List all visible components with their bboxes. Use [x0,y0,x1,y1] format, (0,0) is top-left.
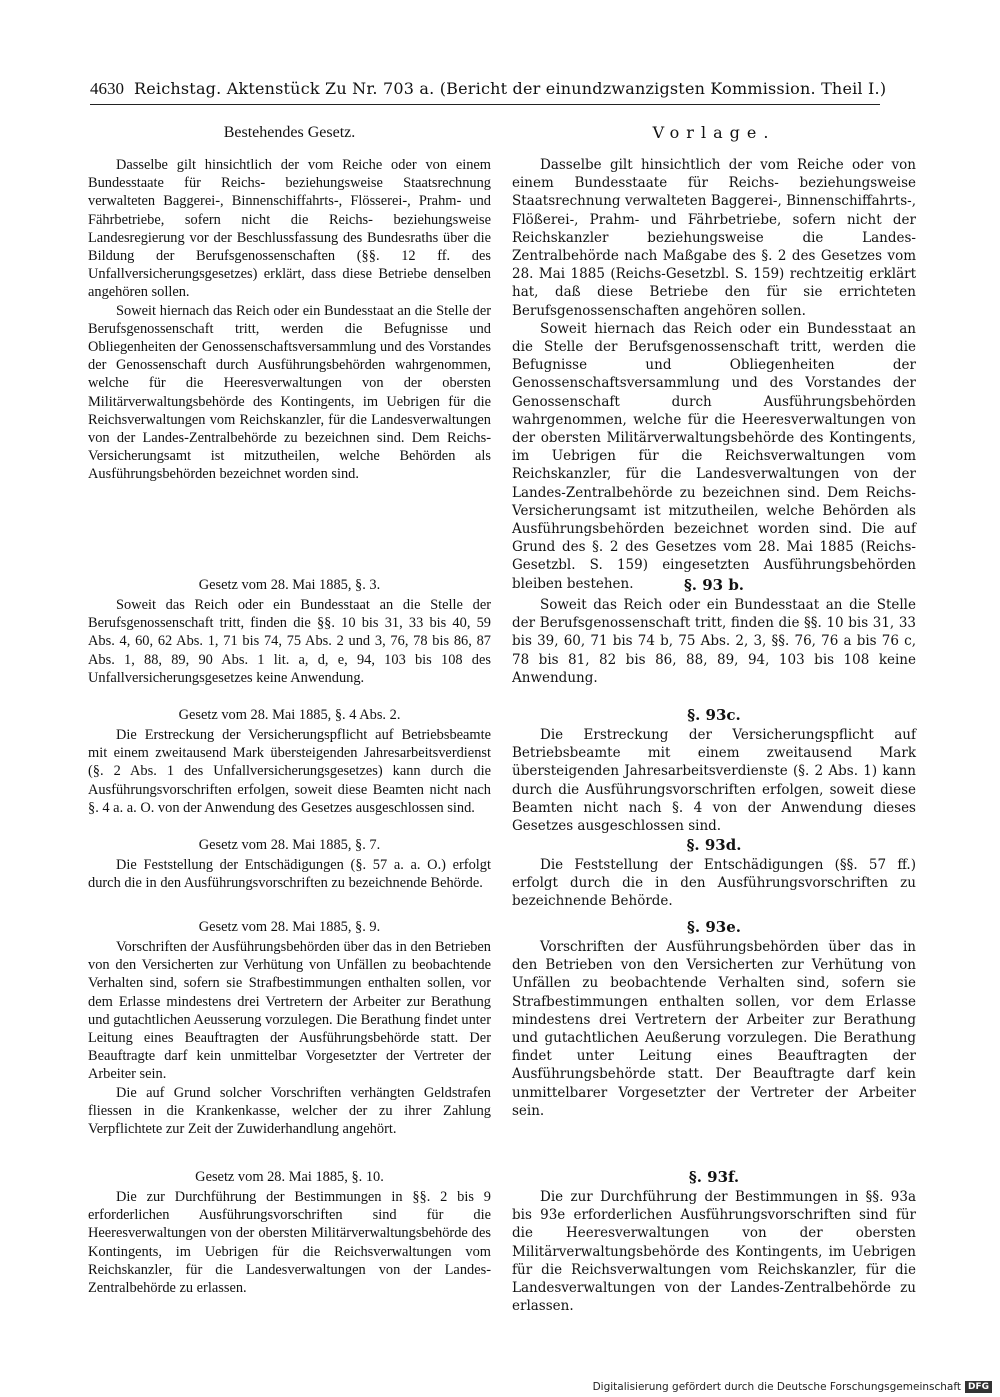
right-section-93d [512,836,916,911]
page-number: 4630 [90,79,124,98]
paragraph: Die zur Durchführung der Bestimmungen in §§. 93a bis 93e erforderlichen Ausführungsvorschriften sind für die Heeresverwaltungen von der obersten Militärverwaltungsbehörde des Kontingents, im Uebrigen für die Reichsverwaltungen vom Reichskanzler, für die Landesverwaltungen von der Landes-Zentralbehörde zu erlassen. [512,1189,916,1315]
right-section-93c [512,706,916,835]
section-heading: §. 93d. [686,836,742,854]
paragraph: Soweit hiernach das Reich oder ein Bundesstaat an die Stelle der Berufsgenossenschaft tritt, werden die Befugnisse und Obliegenheiten der Genossenschaftsversammlung und des Vorstandes der Genossenschaft durch Ausführungsbehörden wahrgenommen, welche für die Heeresverwaltungen von der obersten Militärverwaltungsbehörde des Kontingents, im Uebrigen für die Reichsverwaltungen vom Reichskanzler, für die Landesverwaltungen von der Landes-Zentralbehörde zu bezeichnen sind. Dem Reichs-Versicherungsamt ist mitzutheilen, welche Behörden als Ausführungsbehörden bezeichnet worden sind. Die auf Grund des §. 2 des Gesetzes vom 28. Mai 1885 (Reichs-Gesetzbl. S. 159) eingesetzten Ausführungsbehörden bleiben bestehen. [512,320,916,592]
paragraph: Vorschriften der Ausführungsbehörden über das in den Betrieben von den Versicherten zur Verhütung von Unfällen zu beobachtende Verhalten sind, sofern sie Strafbestimmungen enthalten sollen, vor dem Erlasse mindestens drei Vertretern der Arbeiter zur Berathung und gutachtlichen Aeusserung vorzulegen. Die Berathung findet unter Leitung eines Beauftragten der Ausführungsbehörde statt. Der Beauftragte darf kein unmittelbar Vorgesetzter der Vertreter der Arbeiter sein. [88,939,491,1083]
paragraph: Die Erstreckung der Versicherungspflicht auf Betriebsbeamte mit einem zweitausend Mark übersteigenden Jahresarbeitsverdienst (§. 2 Abs. 1 des Unfallversicherungsgesetzes) kann durch die Ausführungsvorschriften erfolgen, soweit diese Beamten nicht nach §. 4 a. a. O. von der Anwendung des Gesetzes ausgeschlossen sind. [88,727,491,816]
section-heading: Gesetz vom 28. Mai 1885, §. 4 Abs. 2. [178,707,401,723]
right-section-93b [512,576,916,687]
paragraph: Die Feststellung der Entschädigungen (§§. 57 ff.) erfolgt durch die in den Ausführungsvorschriften zu bezeichnende Behörde. [512,857,916,910]
section-heading: Gesetz vom 28. Mai 1885, §. 9. [198,919,381,935]
section-heading: §. 93f. [688,1168,740,1186]
right-section-93f [512,1168,916,1315]
footer-text: Digitalisierung gefördert durch die Deutsche Forschungsgemeinschaft [592,1381,961,1393]
paragraph: Soweit hiernach das Reich oder ein Bundesstaat an die Stelle der Berufsgenossenschaft tritt, werden die Befugnisse und Obliegenheiten der Genossenschaftsversammlung und des Vorstandes der Genossenschaft durch Ausführungsbehörden wahrgenommen, welche für die Heeresverwaltungen von der obersten Militärverwaltungsbehörde des Kontingents, im Uebrigen für die Reichsverwaltungen vom Reichskanzler, für die Landesverwaltungen von der Landes-Zentralbehörde zu bezeichnen sind. Dem Reichs-Versicherungsamt ist mitzutheilen, welche Behörden als Ausführungsbehörden bezeichnet worden sind. [88,302,491,483]
dfg-logo: DFG [965,1381,992,1393]
left-intro [88,156,491,484]
right-intro [512,156,916,593]
paragraph: Die Feststellung der Entschädigungen (§. 57 a. a. O.) erfolgt durch die in den Ausführungsvorschriften zu bezeichnende Behörde. [88,857,491,892]
right-section-93e [512,918,916,1120]
column-heading-proposal: Vorlage. [652,123,776,142]
column-existing-law [88,124,491,484]
running-title: Reichstag. Aktenstück Zu Nr. 703 a. (Bericht der einundzwanzigsten Kommission. Theil I.) [134,79,887,98]
paragraph: Die Erstreckung der Versicherungspflicht auf Betriebsbeamte mit einem zweitausend Mark übersteigenden Jahresarbeitsverdienste (§. 2 Abs. 1) kann durch die Ausführungsvorschriften erfolgen, soweit diese Beamten nicht nach §. 4 von der Anwendung dieses Gesetzes ausgeschlossen sind. [512,727,916,835]
digitization-footer [593,1381,992,1393]
paragraph: Dasselbe gilt hinsichtlich der vom Reiche oder von einem Bundesstaate für Reichs- beziehungsweise Staatsrechnung verwalteten Baggerei-, Binnenschiffahrts-, Flößerei-, Prahm- und Fährbetriebe, sofern nicht der Reichskanzler beziehungsweise die Landes-Zentralbehörde nach Maßgabe des §. 2 des Gesetzes vom 28. Mai 1885 (Reichs-Gesetzbl. S. 159) rechtzeitig erklärt hat, daß diese Betriebe den für sie errichteten Berufsgenossenschaften angehören sollen. [512,157,916,319]
paragraph: Dasselbe gilt hinsichtlich der vom Reiche oder von einem Bundesstaate für Reichs- beziehungsweise Staatsrechnung verwalteten Baggerei-, Binnenschiffahrts-, Flösserei-, Prahm- und Fährbetriebe, sofern nicht die Reichs- beziehungsweise Landesregierung vor der Beschlussfassung des Bundesraths über die Bildung der Berufsgenossenschaften (§§. 12 ff. des Unfallversicherungsgesetzes) erklärt, dass diese Betriebe denselben angehören sollen. [88,157,491,301]
paragraph: Die auf Grund solcher Vorschriften verhängten Geldstrafen fliessen in die Krankenkasse, welcher der zu ihrer Zahlung Verpflichtete zur Zeit der Zuwiderhandlung angehört. [88,1084,491,1138]
section-heading: Gesetz vom 28. Mai 1885, §. 10. [195,1169,384,1185]
section-heading: §. 93 b. [683,576,745,594]
left-section-3 [88,576,491,687]
column-proposal [512,124,916,593]
section-heading: §. 93c. [687,706,741,724]
left-section-7 [88,836,491,892]
left-section-10 [88,1168,491,1297]
section-heading: Gesetz vom 28. Mai 1885, §. 3. [198,577,381,593]
paragraph: Vorschriften der Ausführungsbehörden über das in den Betrieben von den Versicherten zur Verhütung von Unfällen zu beobachtende Verhalten sind, sofern sie Strafbestimmungen enthalten sollen, vor dem Erlasse mindestens drei Vertretern der Arbeiter zur Berathung und gutachtlichen Aeußerung vorzulegen. Die Berathung findet unter Leitung eines Beauftragten der Ausführungsbehörde statt. Der Beauftragte darf kein unmittelbarer Vorgesetzter der Vertreter der Arbeiter sein. [512,939,916,1119]
section-heading: §. 93e. [687,918,741,936]
section-heading: Gesetz vom 28. Mai 1885, §. 7. [198,837,381,853]
paragraph: Soweit das Reich oder ein Bundesstaat an die Stelle der Berufsgenossenschaft tritt, finden die §§. 10 bis 31, 33 bis 39, 60, 71 bis 74 b, 75 Abs. 2, 3, §§. 76, 76 a bis 76 c, 78 bis 81, 82 bis 86, 88, 89, 94, 103 bis 108 keine Anwendung. [512,597,916,686]
page-header [90,78,887,105]
paragraph: Soweit das Reich oder ein Bundesstaat an die Stelle der Berufsgenossenschaft tritt, finden die §§. 10 bis 31, 33 bis 40, 59 Abs. 4, 60, 62 Abs. 1, 71 bis 74, 75 Abs. 2 und 3, 76, 78 bis 86, 87 Abs. 1, 88, 89, 90 Abs. 1 lit. a, d, e, 94, 103 bis 108 des Unfallversicherungsgesetzes keine Anwendung. [88,597,491,686]
left-section-4 [88,706,491,817]
column-heading-existing-law: Bestehendes Gesetz. [223,124,356,141]
left-section-9 [88,918,491,1138]
paragraph: Die zur Durchführung der Bestimmungen in §§. 2 bis 9 erforderlichen Ausführungsvorschriften sind für die Heeresverwaltungen von der obersten Militärverwaltungsbehörde des Kontingents, im Uebrigen für die Reichsverwaltungen vom Reichskanzler, für die Landesverwaltungen von der Landes-Zentralbehörde zu erlassen. [88,1189,491,1297]
